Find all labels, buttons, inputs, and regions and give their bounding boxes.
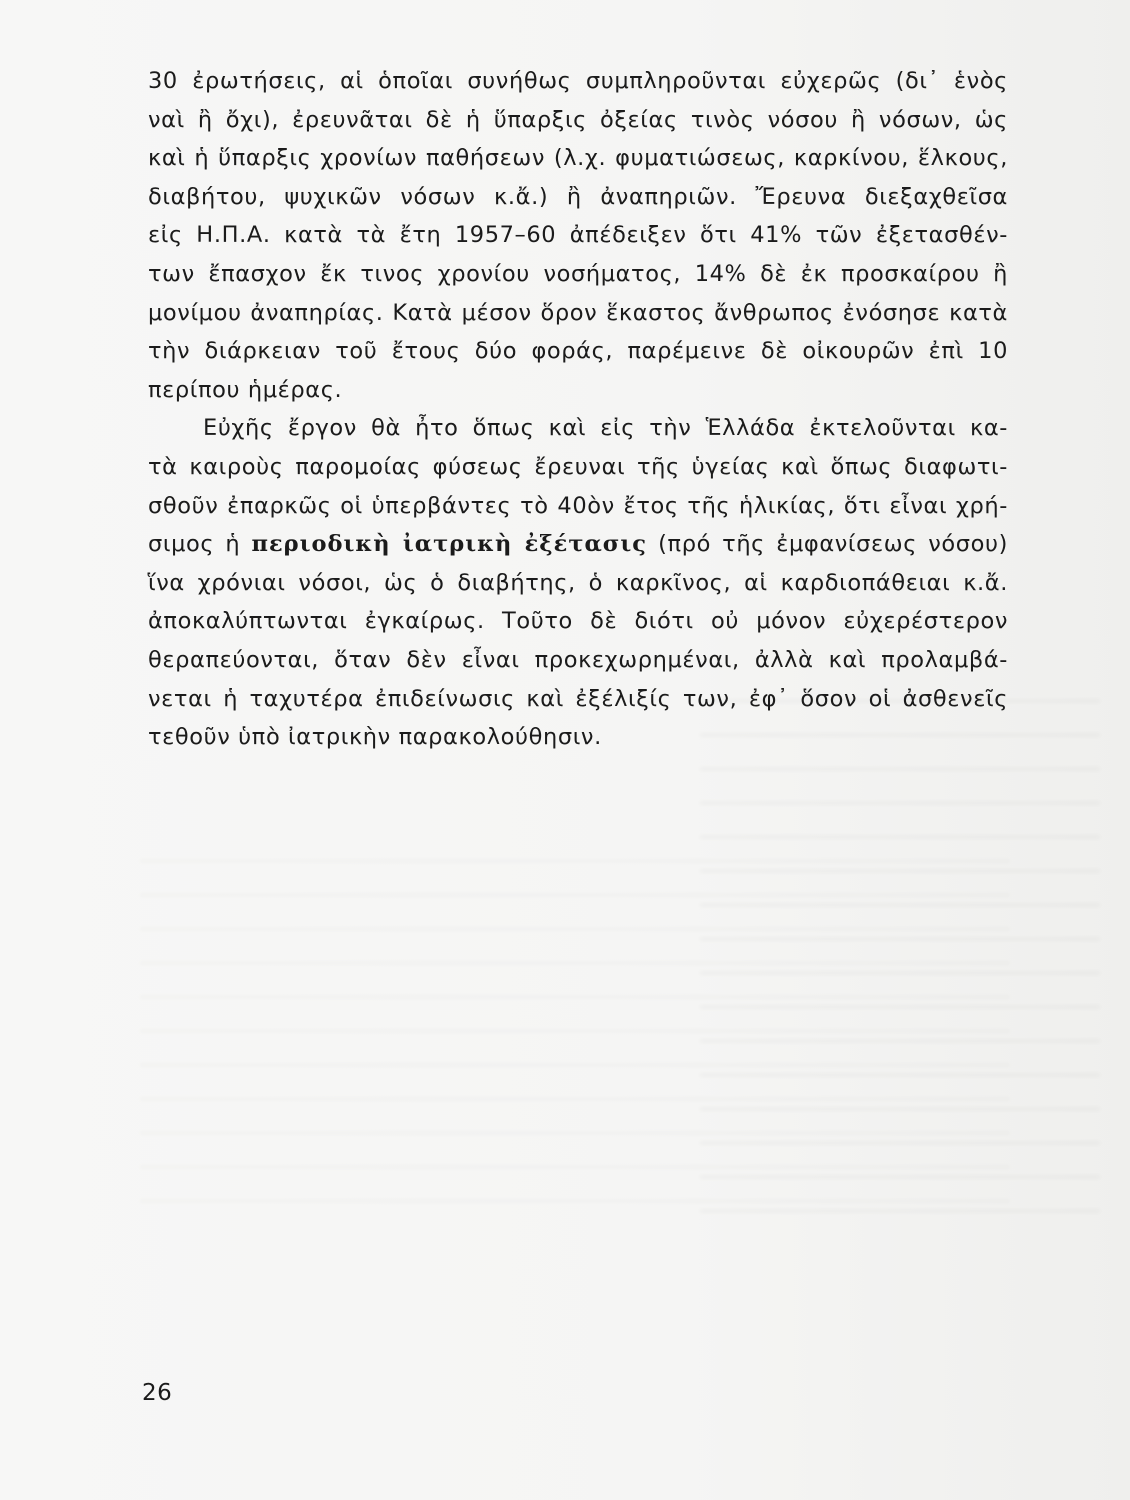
text-line: θεραπεύονται, ὅταν δὲν εἶναι προκεχωρημέναι, ἀλλὰ καὶ προλαμβά-	[148, 646, 1008, 673]
text-line: των ἔπασχον ἔκ τινος χρονίου νοσήματος, 14% δὲ ἐκ προσκαίρου ἢ	[148, 260, 1008, 287]
paragraph-1	[148, 62, 1008, 409]
text-line-with-emphasis	[148, 525, 1008, 564]
show-through-texture-left	[140, 860, 1010, 1210]
text-line: τεθοῦν ὑπὸ ἰατρικὴν παρακολούθησιν.	[148, 724, 602, 751]
text-line: σθοῦν ἐπαρκῶς οἱ ὑπερβάντες τὸ 40ὸν ἔτος τῆς ἡλικίας, ὅτι εἶναι χρή-	[148, 492, 1008, 519]
text-line: τὰ καιροὺς παρομοίας φύσεως ἔρευναι τῆς ὑγείας καὶ ὅπως διαφωτι-	[148, 453, 1008, 480]
body-text	[148, 62, 1008, 757]
text-line: εἰς Η.Π.Α. κατὰ τὰ ἔτη 1957–60 ἀπέδειξεν ὅτι 41% τῶν ἐξετασθέν-	[148, 222, 1008, 249]
text-span: (πρό τῆς ἐμφανίσεως νόσου)	[646, 531, 1008, 558]
text-line: ναὶ ἢ ὄχι), ἐρευνᾶται δὲ ἡ ὕπαρξις ὀξείας τινὸς νόσου ἢ νόσων, ὡς	[148, 106, 1008, 133]
text-line: καὶ ἡ ὕπαρξις χρονίων παθήσεων (λ.χ. φυματιώσεως, καρκίνου, ἕλκους,	[148, 145, 1008, 172]
text-line: ἀποκαλύπτωνται ἐγκαίρως. Τοῦτο δὲ διότι οὐ μόνον εὐχερέστερον	[148, 608, 1008, 635]
text-span: σιμος ἡ	[148, 531, 252, 558]
text-line: διαβήτου, ψυχικῶν νόσων κ.ἄ.) ἢ ἀναπηριῶν. Ἔρευνα διεξαχθεῖσα	[148, 183, 1008, 210]
text-line: 30 ἐρωτήσεις, αἱ ὁποῖαι συνήθως συμπληροῦνται εὐχερῶς (δι᾽ ἑνὸς	[148, 68, 1008, 94]
text-line: περίπου ἡμέρας.	[148, 376, 343, 403]
text-line: νεται ἡ ταχυτέρα ἐπιδείνωσις καὶ ἐξέλιξίς των, ἐφ᾽ ὅσον οἱ ἀσθενεῖς	[148, 685, 1008, 712]
text-line: τὴν διάρκειαν τοῦ ἔτους δύο φοράς, παρέμεινε δὲ οἰκουρῶν ἐπὶ 10	[148, 338, 1008, 365]
emphasized-term: περιοδικὴ ἰατρικὴ ἐξέτασις	[251, 531, 647, 558]
paragraph-2	[148, 409, 1008, 756]
page-number: 26	[142, 1380, 173, 1406]
text-line: μονίμου ἀναπηρίας. Κατὰ μέσον ὅρον ἕκαστος ἄνθρωπος ἐνόσησε κατὰ	[148, 299, 1008, 326]
text-line: Εὐχῆς ἔργον θὰ ἦτο ὅπως καὶ εἰς τὴν Ἑλλάδα ἐκτελοῦνται κα-	[203, 415, 1008, 442]
text-line: ἵνα χρόνιαι νόσοι, ὡς ὁ διαβήτης, ὁ καρκῖνος, αἱ καρδιοπάθειαι κ.ἄ.	[148, 569, 1008, 596]
